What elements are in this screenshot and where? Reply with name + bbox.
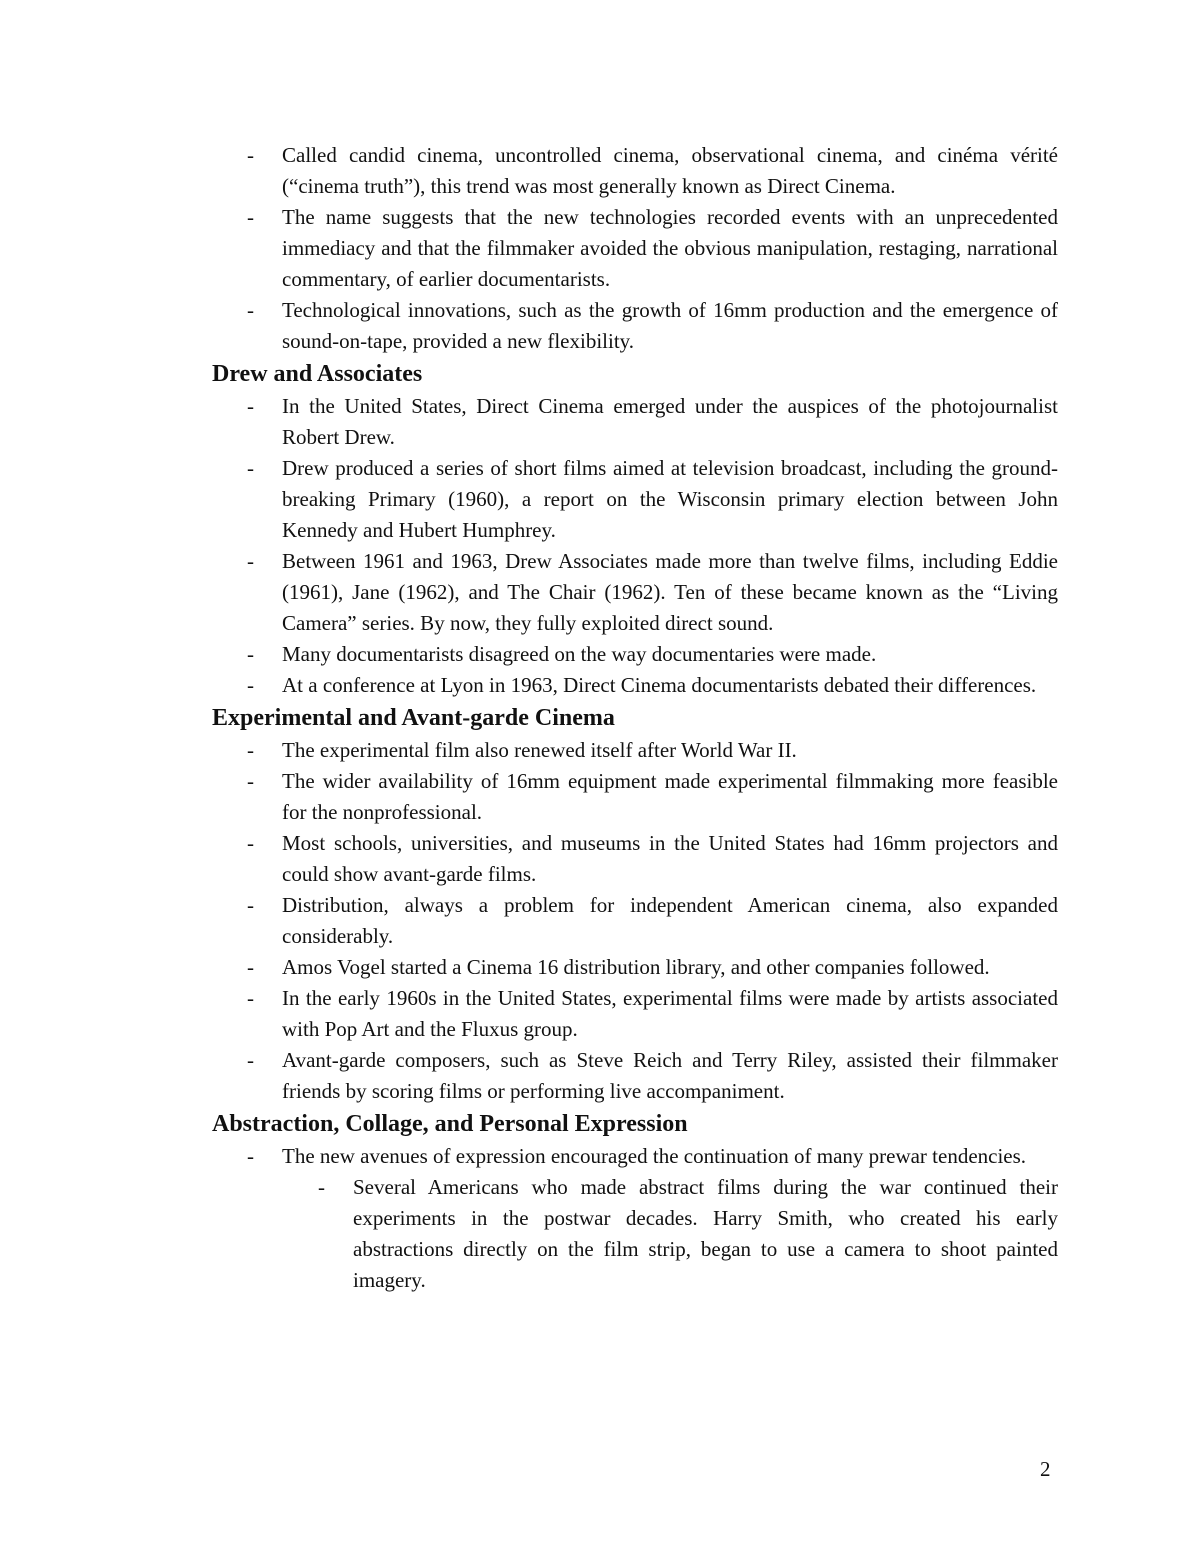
intro-bullet [247, 140, 1058, 202]
drew-bullet [247, 670, 1058, 701]
bullet-dash: - [247, 769, 254, 793]
bullet-text: Amos Vogel started a Cinema 16 distribution library, and other companies followed. [282, 955, 990, 979]
bullet-text: Called candid cinema, uncontrolled cinema, observational cinema, and cinéma vérité (“cinema truth”), this trend was most generally known as Direct Cinema. [282, 143, 1058, 198]
bullet-dash: - [247, 831, 254, 855]
bullet-text: In the United States, Direct Cinema emerged under the auspices of the photojournalist Robert Drew. [282, 394, 1058, 449]
drew-bullet [247, 391, 1058, 453]
drew-bullet [247, 639, 1058, 670]
bullet-text: The experimental film also renewed itself after World War II. [282, 738, 797, 762]
experimental-bullet [247, 983, 1058, 1045]
bullet-text: Technological innovations, such as the growth of 16mm production and the emergence of sound-on-tape, provided a new flexibility. [282, 298, 1058, 353]
section-heading-abstraction: Abstraction, Collage, and Personal Expression [212, 1111, 688, 1137]
bullet-dash: - [247, 1144, 254, 1168]
bullet-dash: - [247, 738, 254, 762]
section-heading-experimental: Experimental and Avant-garde Cinema [212, 705, 615, 731]
bullet-dash: - [247, 143, 254, 167]
bullet-dash: - [318, 1175, 325, 1199]
bullet-text: The name suggests that the new technologies recorded events with an unprecedented immediacy and that the filmmaker avoided the obvious manipulation, restaging, narrational commentary, of earlier documentarists. [282, 205, 1058, 291]
bullet-text: Avant-garde composers, such as Steve Reich and Terry Riley, assisted their filmmaker friends by scoring films or performing live accompaniment. [282, 1048, 1058, 1103]
bullet-text: The wider availability of 16mm equipment made experimental filmmaking more feasible for the nonprofessional. [282, 769, 1058, 824]
experimental-bullet [247, 952, 1058, 983]
experimental-bullet [247, 1045, 1058, 1107]
experimental-bullet [247, 766, 1058, 828]
bullet-dash: - [247, 986, 254, 1010]
bullet-text: At a conference at Lyon in 1963, Direct Cinema documentarists debated their differences. [282, 673, 1037, 697]
bullet-text: Most schools, universities, and museums in the United States had 16mm projectors and could show avant-garde films. [282, 831, 1058, 886]
section-heading-drew: Drew and Associates [212, 361, 423, 387]
bullet-dash: - [247, 893, 254, 917]
bullet-dash: - [247, 298, 254, 322]
intro-bullet [247, 202, 1058, 295]
bullet-dash: - [247, 456, 254, 480]
bullet-dash: - [247, 205, 254, 229]
bullet-dash: - [247, 1048, 254, 1072]
intro-bullet [247, 295, 1058, 357]
bullet-dash: - [247, 673, 254, 697]
abstraction-bullet [247, 1141, 1058, 1172]
bullet-dash: - [247, 955, 254, 979]
experimental-bullet [247, 735, 1058, 766]
bullet-text: The new avenues of expression encouraged the continuation of many prewar tendencies. [282, 1144, 1027, 1168]
abstraction-sub-bullet [318, 1172, 1058, 1296]
bullet-text: Several Americans who made abstract films during the war continued their experiments in the postwar decades. Harry Smith, who created his early abstractions directly on the film strip, began to use a camera to shoot painted imagery. [353, 1175, 1058, 1292]
bullet-dash: - [247, 549, 254, 573]
drew-bullet [247, 546, 1058, 639]
bullet-dash: - [247, 642, 254, 666]
bullet-text: Between 1961 and 1963, Drew Associates made more than twelve films, including Eddie (1961), Jane (1962), and The Chair (1962). Ten of these became known as the “Living Camera” series. By now, they fully exploited direct sound. [282, 549, 1058, 635]
page-number: 2 [1040, 1457, 1051, 1481]
bullet-dash: - [247, 394, 254, 418]
page-content [212, 140, 1058, 1296]
bullet-text: Distribution, always a problem for independent American cinema, also expanded considerably. [282, 893, 1058, 948]
bullet-text: Drew produced a series of short films aimed at television broadcast, including the ground-breaking Primary (1960), a report on the Wisconsin primary election between John Kennedy and Hubert Humphrey. [282, 456, 1058, 542]
bullet-text: In the early 1960s in the United States, experimental films were made by artists associated with Pop Art and the Fluxus group. [282, 986, 1058, 1041]
bullet-text: Many documentarists disagreed on the way documentaries were made. [282, 642, 877, 666]
drew-bullet [247, 453, 1058, 546]
experimental-bullet [247, 890, 1058, 952]
experimental-bullet [247, 828, 1058, 890]
